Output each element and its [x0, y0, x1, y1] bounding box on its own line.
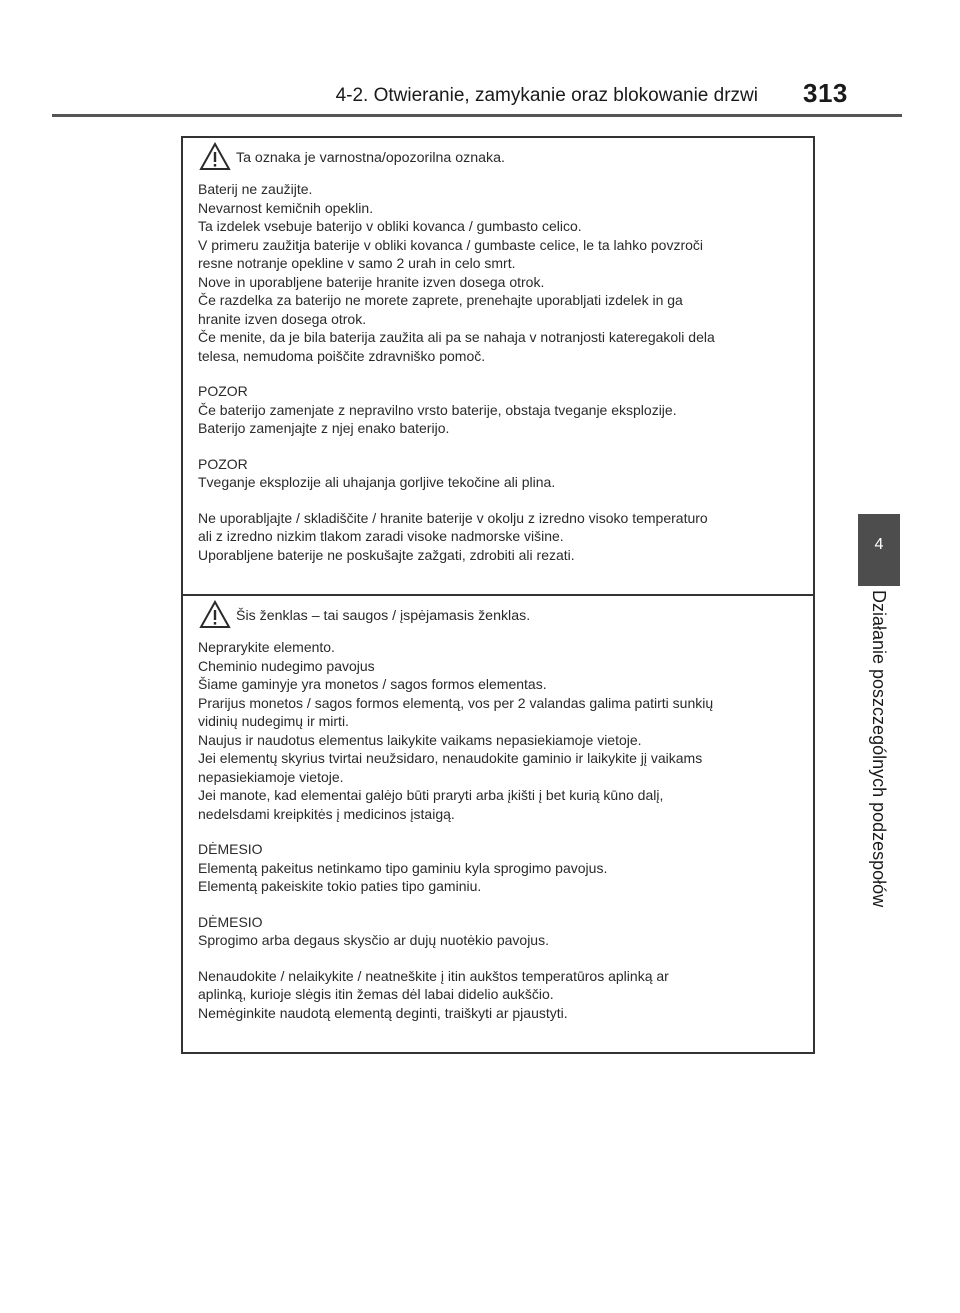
text-line: vidinių nudegimų ir mirti. [198, 713, 349, 729]
text-line: Nove in uporabljene baterije hranite izven dosega otrok. [198, 273, 545, 290]
text-line: resne notranje opekline v samo 2 urah in celo smrt. [198, 255, 516, 271]
text-line: Naujus ir naudotus elementus laikykite vaikams nepasiekiamoje vietoje. [198, 731, 642, 748]
text-line: Baterij ne zaužijte. [198, 181, 313, 197]
text-line: Cheminio nudegimo pavojus [198, 657, 375, 674]
text-line: nepasiekiamoje vietoje. [198, 768, 344, 785]
chapter-title: Działanie poszczególnych podzespołów [869, 590, 889, 908]
text-line: Jei elementų skyrius tvirtai neužsidaro, nenaudokite gaminio ir laikykite jį vaikams [198, 750, 703, 766]
text-line: Uporabljene baterije ne poskušajte zažgati, zdrobiti ali rezati. [198, 546, 575, 563]
warning-caption: Ta oznaka je varnostna/opozorilna oznaka. [236, 150, 505, 166]
chapter-tab [858, 514, 900, 586]
text-line: Nemėginkite naudotą elementą deginti, traiškyti ar pjaustyti. [198, 1004, 568, 1021]
caution-heading: POZOR [198, 455, 248, 472]
text-line: Elementą pakeitus netinkamo tipo gaminiu kyla sprogimo pavojus. [198, 859, 608, 876]
battery-warning-label [181, 136, 815, 1054]
text-line: Prarijus monetos / sagos formos elementą, vos per 2 valandas galima patirti sunkių [198, 694, 714, 711]
text-line: hranite izven dosega otrok. [198, 310, 367, 327]
text-line: telesa, nemudoma poiščite zdravniško pomoč. [198, 347, 486, 364]
text-line: Elementą pakeiskite tokio paties tipo gaminiu. [198, 878, 482, 894]
text-line: V primeru zaužitja baterije v obliki kovanca / gumbaste celice, le ta lahko povzroči [198, 236, 704, 253]
text-line: Tveganje eksplozije ali uhajanja gorljive tekočine ali plina. [198, 474, 556, 490]
text-line: Nenaudokite / nelaikykite / neatneškite į itin aukštos temperatūros aplinką ar [198, 967, 669, 984]
section-title: 4-2. Otwieranie, zamykanie oraz blokowanie drzwi [335, 85, 758, 106]
page-number: 313 [803, 78, 848, 108]
caution-heading: DĖMESIO [198, 841, 263, 857]
slovenian-warning-panel [183, 138, 813, 595]
warning-caption: Šis ženklas – tai saugos / įspėjamasis ženklas. [236, 608, 531, 624]
text-line: nedelsdami kreipkitės į medicinos įstaigą. [198, 805, 455, 822]
warning-text [198, 638, 810, 1022]
text-line: Ne uporabljajte / skladiščite / hranite baterije v okolju z izredno visoko temperaturo [198, 509, 708, 526]
page-header [0, 72, 960, 112]
text-line: Če baterijo zamenjate z nepravilno vrsto baterije, obstaja tveganje eksplozije. [198, 401, 677, 418]
text-line: Baterijo zamenjajte z njej enako baterijo. [198, 420, 450, 436]
caution-heading: POZOR [198, 383, 248, 399]
text-line: Šiame gaminyje yra monetos / sagos formos elementas. [198, 676, 547, 692]
warning-text [198, 180, 810, 564]
text-line: Če razdelka za baterijo ne morete zaprete, prenehajte uporabljati izdelek in ga [198, 292, 683, 308]
chapter-number: 4 [874, 536, 884, 553]
chapter-label [859, 590, 899, 940]
text-line: Ta izdelek vsebuje baterijo v obliki kovanca / gumbasto celico. [198, 218, 582, 234]
text-line: Sprogimo arba degaus skysčio ar dujų nuotėkio pavojus. [198, 932, 549, 948]
warning-triangle-icon [199, 600, 231, 630]
caution-heading: DĖMESIO [198, 913, 263, 930]
text-line: Če menite, da je bila baterija zaužita ali pa se nahaja v notranjosti kateregakoli dela [198, 329, 715, 345]
text-line: aplinką, kurioje slėgis itin žemas dėl labai didelio aukščio. [198, 986, 554, 1002]
text-line: ali z izredno nizkim tlakom zaradi visoke nadmorske višine. [198, 528, 564, 544]
text-line: Jei manote, kad elementai galėjo būti praryti arba įkišti į bet kurią kūno dalį, [198, 787, 664, 803]
text-line: Neprarykite elemento. [198, 639, 335, 655]
header-rule [52, 114, 902, 117]
lithuanian-warning-panel [183, 596, 813, 1052]
text-line: Nevarnost kemičnih opeklin. [198, 199, 374, 216]
warning-triangle-icon [199, 142, 231, 172]
